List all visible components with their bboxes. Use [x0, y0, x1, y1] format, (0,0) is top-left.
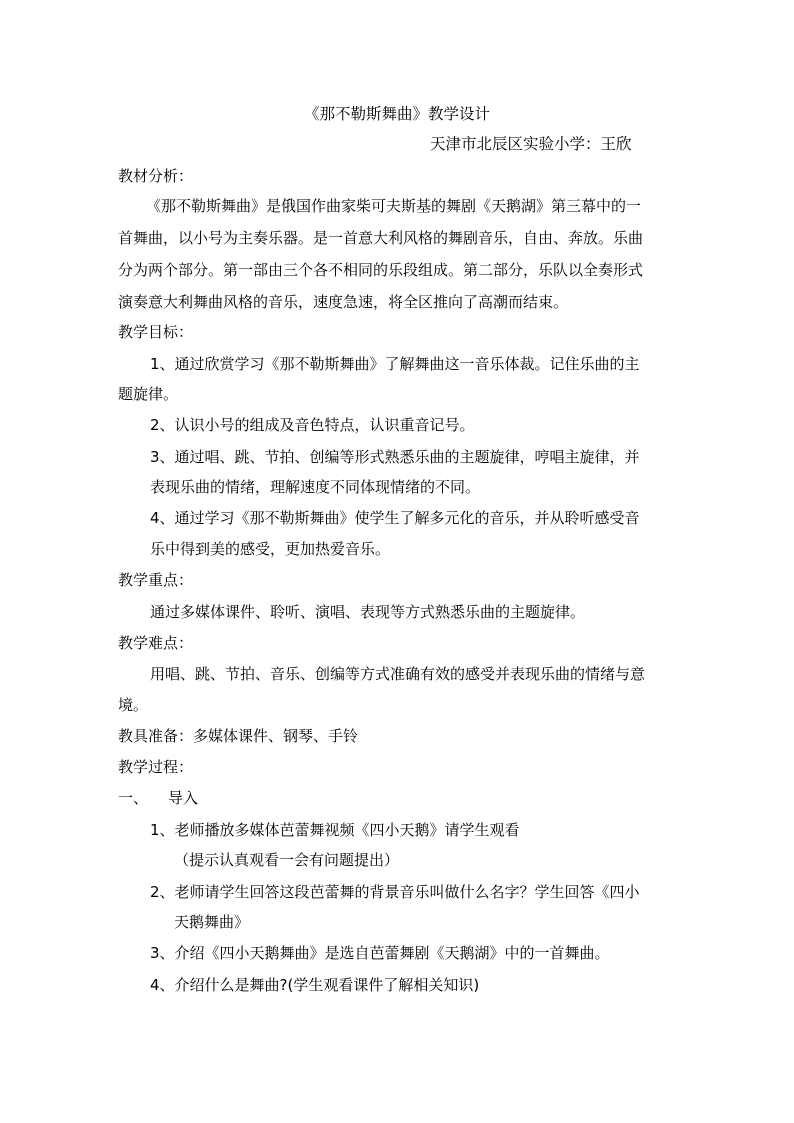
- key-heading: 教学重点：: [118, 571, 194, 589]
- process-step-2-line: 2、老师请学生回答这段芭蕾舞的背景音乐叫做什么名字？学生回答《四小: [150, 883, 640, 901]
- tools-line: 教具准备：多媒体课件、钢琴、手铃: [118, 727, 359, 745]
- process-part-title: 导入: [168, 789, 199, 807]
- analysis-line: 《那不勒斯舞曲》是俄国作曲家柴可夫斯基的舞剧《天鹅湖》第三幕中的一: [146, 197, 642, 215]
- analysis-line: 首舞曲，以小号为主奏乐器。是一首意大利风格的舞剧音乐，自由、奔放。乐曲: [118, 229, 644, 247]
- goal-4-line: 4、通过学习《那不勒斯舞曲》使学生了解多元化的音乐，并从聆听感受音: [150, 509, 640, 527]
- process-step-3: 3、介绍《四小天鹅舞曲》是选自芭蕾舞剧《天鹅湖》中的一首舞曲。: [150, 944, 610, 962]
- difficult-line: 用唱、跳、节拍、音乐、创编等方式准确有效的感受并表现乐曲的情绪与意: [150, 665, 646, 683]
- process-step-1: 1、老师播放多媒体芭蕾舞视频《四小天鹅》请学生观看: [150, 821, 520, 839]
- document-title: 《那不勒斯舞曲》教学设计: [303, 105, 490, 123]
- analysis-line: 演奏意大利舞曲风格的音乐，速度急速，将全区推向了高潮而结束。: [118, 293, 569, 311]
- goal-1-line: 题旋律。: [118, 385, 179, 403]
- document-author: 天津市北辰区实验小学：王欣: [430, 135, 632, 153]
- goal-2-line: 2、认识小号的组成及音色特点，认识重音记号。: [150, 416, 475, 434]
- goal-4-line: 乐中得到美的感受，更加热爱音乐。: [150, 540, 391, 558]
- process-part-number: 一、: [118, 789, 149, 807]
- difficult-heading: 教学难点：: [118, 634, 194, 652]
- goal-3-line: 3、通过唱、跳、节拍、创编等形式熟悉乐曲的主题旋律，哼唱主旋律，并: [150, 448, 640, 466]
- key-text: 通过多媒体课件、聆听、演唱、表现等方式熟悉乐曲的主题旋律。: [150, 603, 586, 621]
- process-part-1: [118, 788, 198, 808]
- analysis-heading: 教材分析：: [118, 167, 194, 185]
- goals-heading: 教学目标：: [118, 323, 194, 341]
- process-step-1-note: （提示认真观看一会有问题提出）: [174, 851, 400, 869]
- goal-3-line: 表现乐曲的情绪，理解速度不同体现情绪的不同。: [150, 478, 481, 496]
- process-step-4: 4、介绍什么是舞曲?(学生观看课件了解相关知识): [150, 976, 480, 994]
- difficult-line: 境。: [118, 696, 149, 714]
- process-step-2-line: 天鹅舞曲》: [174, 913, 250, 931]
- goal-1-line: 1、通过欣赏学习《那不勒斯舞曲》了解舞曲这一音乐体裁。记住乐曲的主: [150, 355, 640, 373]
- process-heading: 教学过程：: [118, 758, 194, 776]
- analysis-line: 分为两个部分。第一部由三个各不相同的乐段组成。第二部分，乐队以全奏形式: [118, 261, 644, 279]
